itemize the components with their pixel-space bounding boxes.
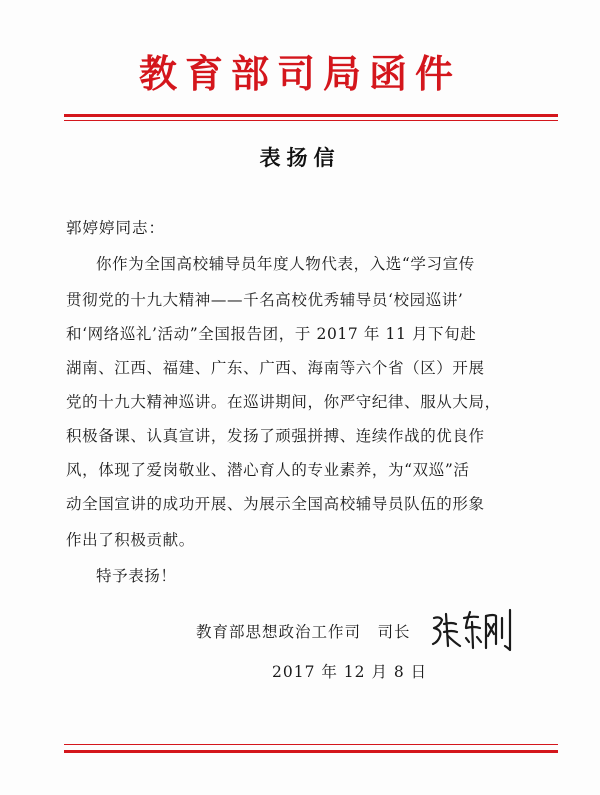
- body-line: 作出了积极贡献。: [66, 531, 195, 549]
- body-line: 动全国宣讲的成功开展、为展示全国高校辅导员队伍的形象: [66, 495, 485, 513]
- footer-rule-thick: [64, 750, 558, 753]
- body-line: 和‘网络巡礼’活动”全国报告团，于 2017 年 11 月下旬赴: [66, 325, 477, 343]
- body-line: 积极备课、认真宣讲，发扬了顽强拼搏、连续作战的优良作: [66, 427, 485, 445]
- signatory: 教育部思想政治工作司 司长: [196, 623, 411, 641]
- body-line: 你作为全国高校辅导员年度人物代表，入选“学习宣传: [96, 255, 475, 273]
- body-line: 党的十九大精神巡讲。在巡讲期间，你严守纪律、服从大局，: [66, 393, 501, 411]
- salutation: 郭婷婷同志：: [66, 219, 166, 237]
- closing-line: 特予表扬！: [96, 567, 177, 585]
- sign-date: 2017 年 12 月 8 日: [272, 663, 428, 681]
- letterhead-title: 教育部司局函件: [138, 51, 461, 96]
- body-line: 贯彻党的十九大精神——千名高校优秀辅导员‘校园巡讲’: [66, 291, 464, 309]
- body-line: 风，体现了爱岗敬业、潜心育人的专业素养，为“双巡”活: [66, 461, 470, 479]
- letterhead-rule-thin: [64, 120, 558, 121]
- handwritten-signature: [430, 604, 520, 654]
- footer-rule-thin: [64, 744, 558, 745]
- body-line: 湖南、江西、福建、广东、广西、海南等六个省（区）开展: [66, 359, 485, 377]
- letterhead-rule-top: [64, 114, 558, 117]
- document-title: 表扬信: [259, 145, 341, 170]
